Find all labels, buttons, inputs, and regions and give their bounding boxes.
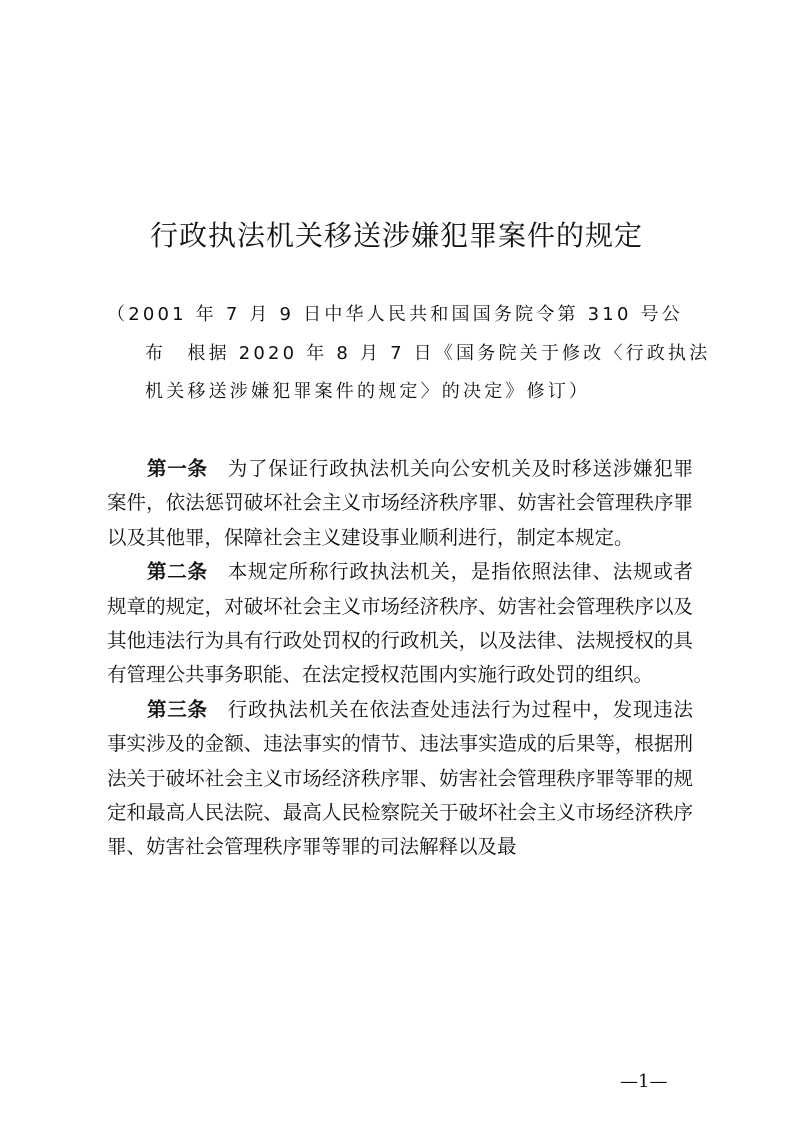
article-1 (107, 452, 693, 555)
article-list (107, 452, 693, 865)
revision-note-line: 布 根据 2020 年 8 月 7 日《国务院关于修改〈行政执法 (145, 342, 711, 364)
document-title: 行政执法机关移送涉嫌犯罪案件的规定 (149, 219, 643, 252)
revision-note-line: （2001 年 7 月 9 日中华人民共和国国务院令第 310 号公 (107, 304, 683, 325)
page-number: —1— (620, 1071, 668, 1092)
revision-note (107, 296, 711, 412)
article-number: 第一条 (147, 457, 208, 480)
article-text: 行政执法机关在依法查处违法行为过程中，发现违法事实涉及的金额、违法事实的情节、违法事实造成的后果等，根据刑法关于破坏社会主义市场经济秩序罪、妨害社会管理秩序罪等罪的规定和最高人民法院、最高人民检察院关于破坏社会主义市场经济秩序罪、妨害社会管理秩序罪等罪的司法解释以及最 (107, 697, 693, 859)
article-text: 为了保证行政执法机关向公安机关及时移送涉嫌犯罪案件，依法惩罚破坏社会主义市场经济秩序罪、妨害社会管理秩序罪以及其他罪，保障社会主义建设事业顺利进行，制定本规定。 (107, 457, 693, 549)
article-2 (107, 555, 693, 693)
article-number: 第三条 (147, 697, 208, 721)
article-text: 本规定所称行政执法机关，是指依照法律、法规或者规章的规定，对破坏社会主义市场经济秩序、妨害社会管理秩序以及其他违法行为具有行政处罚权的行政机关，以及法律、法规授权的具有管理公共事务职能、在法定授权范围内实施行政处罚的组织。 (107, 560, 693, 687)
article-number: 第二条 (147, 560, 208, 584)
article-3 (107, 693, 693, 865)
revision-note-line: 机关移送涉嫌犯罪案件的规定〉的决定》修订） (145, 381, 591, 402)
